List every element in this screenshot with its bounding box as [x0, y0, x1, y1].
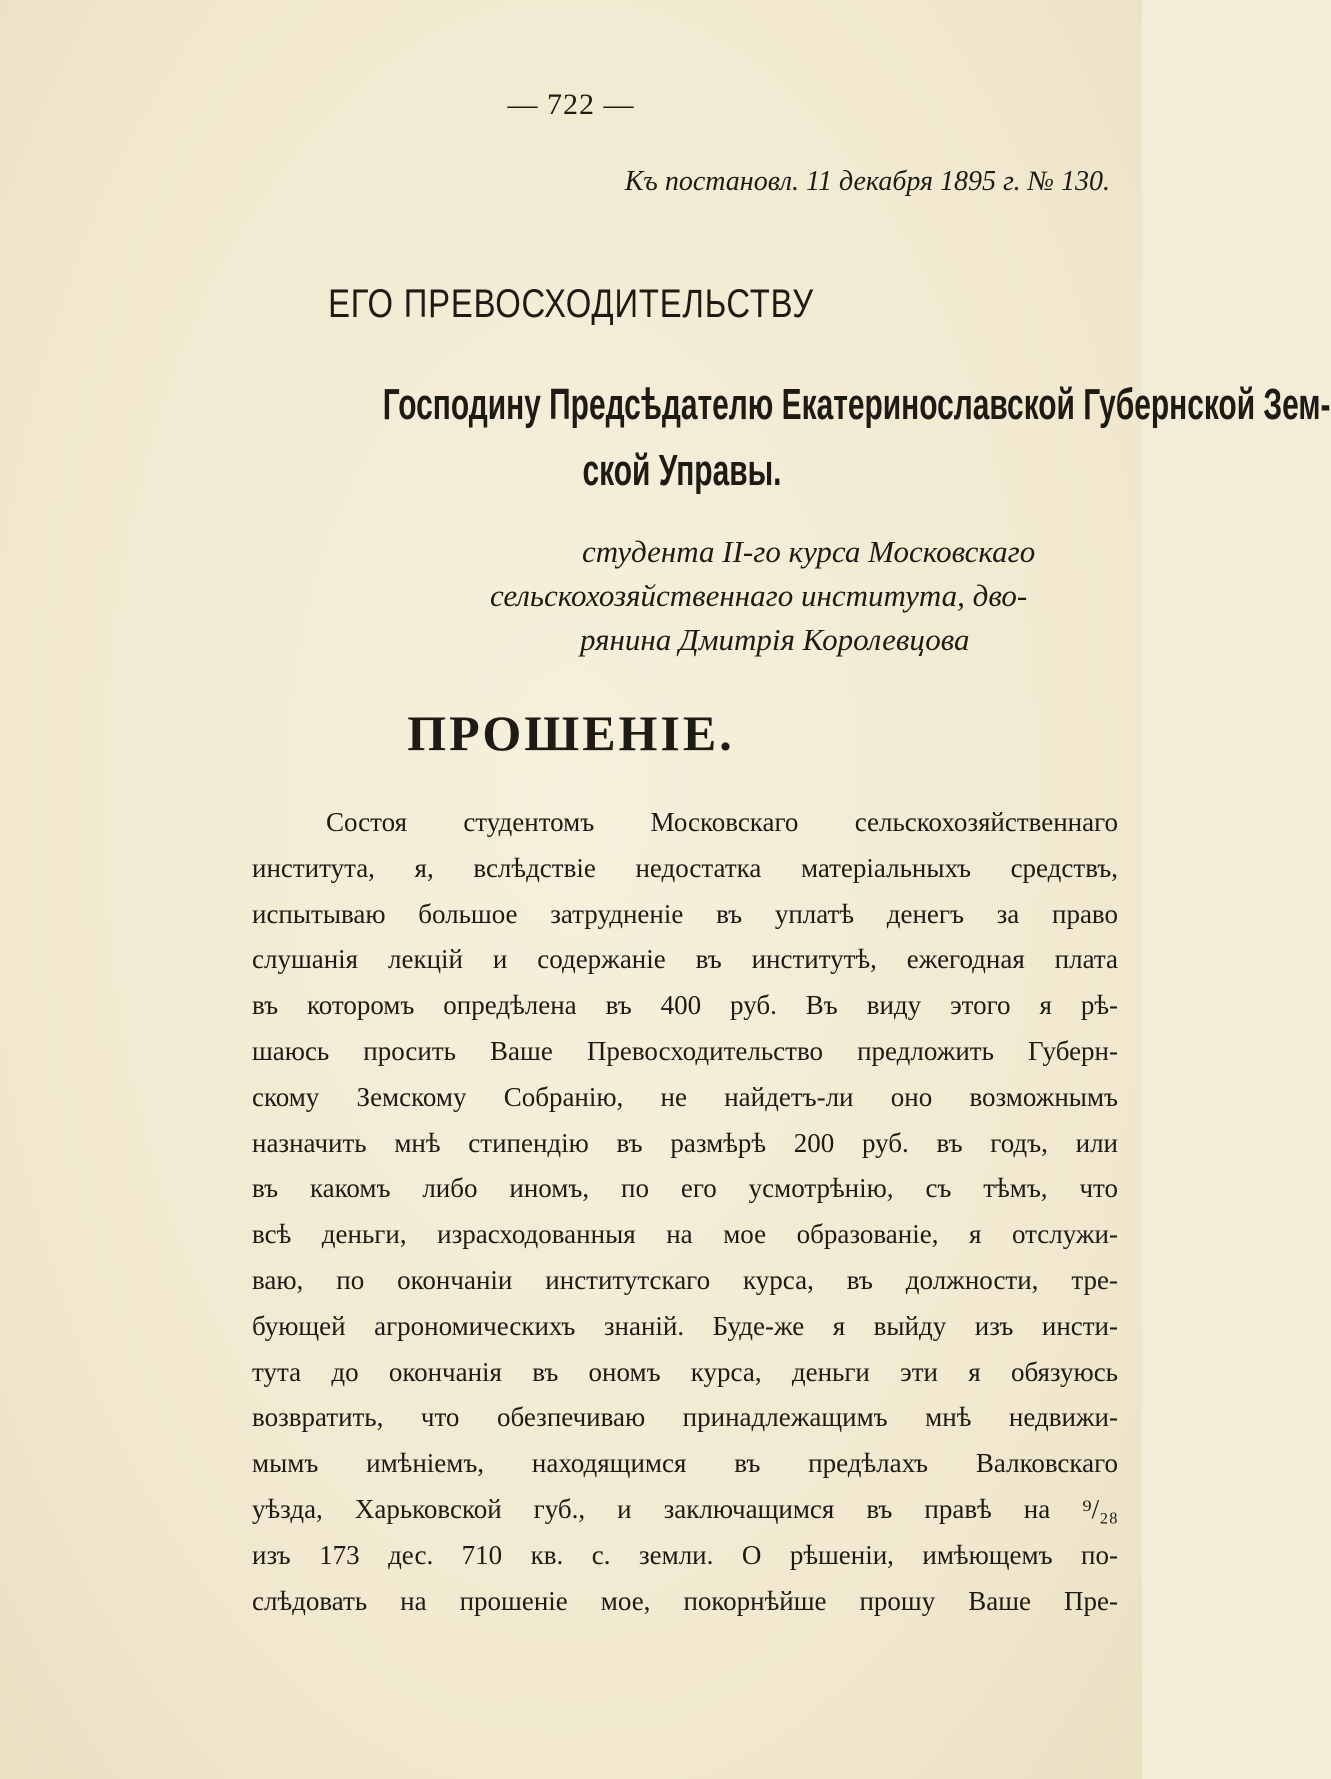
body-line: испытываю большое затрудненіе въ уплатѣ денегъ за право: [252, 898, 1118, 929]
body-line: возвратить, что обезпечиваю принадлежащимъ мнѣ недвижи-: [252, 1402, 1118, 1433]
body-line: института, я, вслѣдствіе недостатка матеріальныхъ средствъ,: [252, 852, 1118, 883]
body-line: Состоя студентомъ Московскаго сельскохозяйственнаго: [326, 807, 1118, 837]
body-line: шаюсь просить Ваше Превосходительство предложить Губерн-: [252, 1035, 1118, 1066]
petitioner-line: сельскохозяйственнаго института, дво-: [490, 578, 1028, 613]
petition-body: [252, 800, 1118, 1624]
resolution-reference: Къ постановл. 11 декабря 1895 г. № 130.: [624, 166, 1110, 197]
body-line: слушанія лекцій и содержаніе въ институтѣ, ежегодная плата: [252, 944, 1118, 975]
addressee-heading-line: Господину Предсѣдателю Екатеринославской Губернской Зем-: [382, 380, 1331, 429]
body-line: всѣ деньги, израсходованныя на мое образованіе, я отслужи-: [252, 1219, 1118, 1250]
document-title: ПРОШЕНІЕ.: [407, 705, 735, 761]
body-line: ваю, по окончаніи институтскаго курса, въ должности, тре-: [252, 1264, 1118, 1295]
body-line: мымъ имѣніемъ, находящимся въ предѣлахъ Валковскаго: [252, 1448, 1118, 1479]
body-line: назначить мнѣ стипендію въ размѣрѣ 200 руб. въ годъ, или: [252, 1127, 1118, 1158]
body-line: изъ 173 дес. 710 кв. с. земли. О рѣшеніи, имѣющемъ по-: [252, 1539, 1118, 1570]
petitioner-line: студента II-го курса Московскаго: [582, 534, 1036, 569]
petitioner-block: [490, 530, 1116, 662]
addressee-heading: [242, 372, 1331, 504]
body-line: уѣзда, Харьковской губ., и заключащимся въ правѣ на ⁹/₂₈: [252, 1493, 1118, 1524]
body-line: въ какомъ либо иномъ, по его усмотрѣнію, съ тѣмъ, что: [252, 1173, 1118, 1204]
body-line: въ которомъ опредѣлена въ 400 руб. Въ виду этого я рѣ-: [252, 990, 1118, 1021]
addressee-heading-line: ской Управы.: [582, 446, 782, 495]
addressee-title: ЕГО ПРЕВОСХОДИТЕЛЬСТВУ: [328, 282, 814, 326]
petitioner-line: рянина Дмитрія Королевцова: [580, 622, 970, 657]
page-number: — 722 —: [507, 88, 635, 121]
body-line: скому Земскому Собранію, не найдетъ-ли оно возможнымъ: [252, 1081, 1118, 1112]
body-line: слѣдовать на прошеніе мое, покорнѣйше прошу Ваше Пре-: [252, 1585, 1118, 1616]
body-line: бующей агрономическихъ знаній. Буде-же я выйду изъ инсти-: [252, 1310, 1118, 1341]
body-line: тута до окончанія въ ономъ курса, деньги эти я обязуюсь: [252, 1356, 1118, 1387]
